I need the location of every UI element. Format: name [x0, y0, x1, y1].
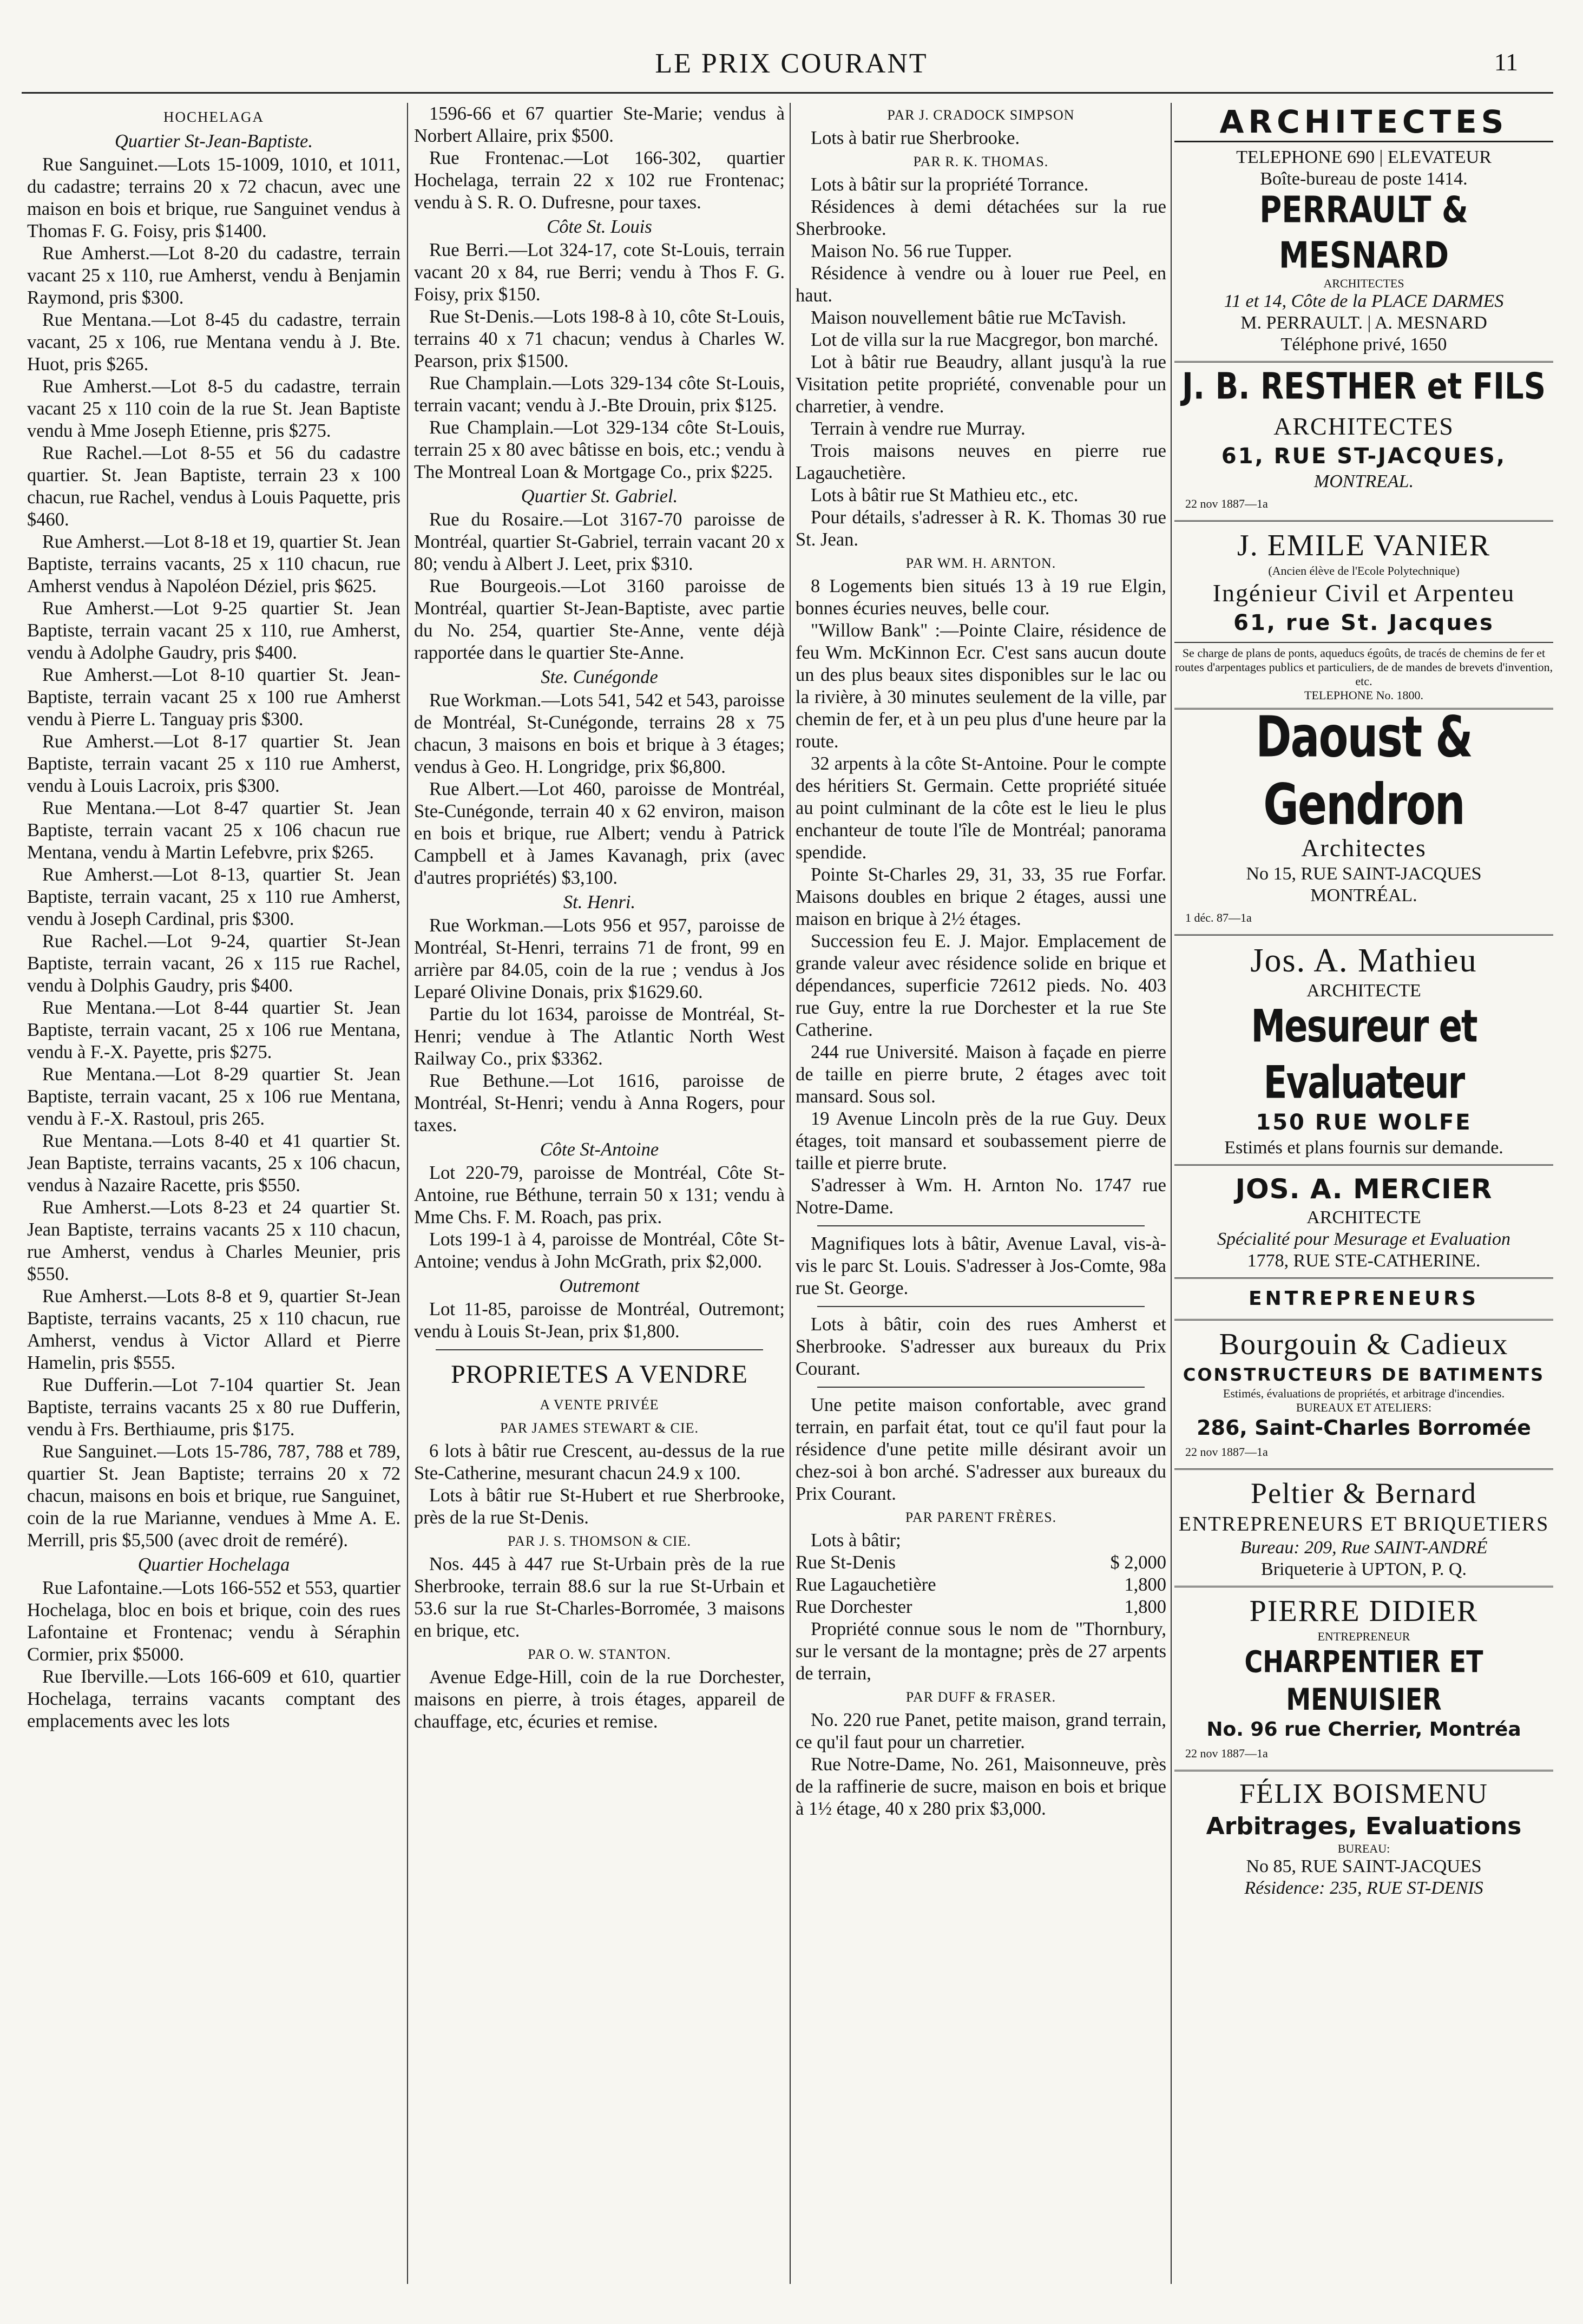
- ad-boismenu-address: No 85, RUE SAINT-JACQUES: [1246, 1856, 1482, 1876]
- ad-vanier-address: 61, rue St. Jacques: [1233, 610, 1494, 635]
- price-row-label: Rue Dorchester: [796, 1597, 912, 1617]
- listing-paragraph: Rue Champlain.—Lots 329-134 côte St-Louis, terrain vacant; vendu à J.-Bte Drouin, prix $125.: [414, 373, 785, 416]
- listing-paragraph: Résidences à demi détachées sur la rue Sherbrooke.: [796, 196, 1166, 239]
- listing-paragraph: Lots à batir rue Sherbrooke.: [811, 128, 1020, 148]
- price-row: [796, 1596, 1166, 1618]
- ad-boismenu-bureau: BUREAU:: [1337, 1842, 1390, 1855]
- listing-paragraph: Rue Mentana.—Lot 8-47 quartier St. Jean Baptiste, terrain vacant 25 x 106 chacun rue Mentana, vendu à Martin Lefebvre, prix $265.: [27, 798, 400, 863]
- price-row-value: $ 2,000: [1110, 1552, 1166, 1573]
- page-number: 11: [1494, 48, 1518, 76]
- listing-paragraph: Lots à bâtir sur la propriété Torrance.: [811, 174, 1089, 195]
- section-divider: [817, 1387, 1145, 1388]
- ad-perrault-title: PERRAULT & MESNARD: [1259, 189, 1468, 277]
- ad-mathieu-subtitle: ARCHITECTE: [1306, 981, 1421, 1001]
- ad-divider: [1174, 934, 1553, 936]
- ad-mercier-title: JOS. A. MERCIER: [1235, 1173, 1493, 1205]
- ad-peltier-subtitle: ENTREPRENEURS ET BRIQUETIERS: [1178, 1513, 1549, 1535]
- ad-mathieu-description: Estimés et plans fournis sur demande.: [1224, 1138, 1503, 1158]
- price-row: [796, 1552, 1166, 1574]
- column-2: [414, 103, 785, 2284]
- ad-bourgouin-date-stamp: 22 nov 1887—1a: [1185, 1445, 1268, 1459]
- ad-didier-title: PIERRE DIDIER: [1249, 1594, 1479, 1628]
- ad-perrault-boite: Boîte-bureau de poste 1414.: [1260, 169, 1468, 189]
- ad-divider: [1174, 1468, 1553, 1470]
- column-divider-2: [790, 103, 791, 2284]
- ad-perrault-phone: Téléphone privé, 1650: [1280, 334, 1447, 354]
- listing-paragraph: Rue Dufferin.—Lot 7-104 quartier St. Jean Baptiste, terrains vacants 25 x 80 rue Dufferin, vendu à Frs. Berthiaume, pris $175.: [27, 1375, 400, 1440]
- ad-perrault-names: M. PERRAULT. | A. MESNARD: [1240, 313, 1487, 333]
- ad-boismenu-residence: Résidence: 235, RUE ST-DENIS: [1244, 1878, 1483, 1898]
- column-1: [27, 103, 400, 2284]
- section-heading-architectes: ARCHITECTES: [1174, 103, 1553, 142]
- listing-paragraph: 32 arpents à la côte St-Antoine. Pour le compte des héritiers St. Germain. Cette propriété située au point culminant de la côte est le lieu le plus enchanteur de toute l'île de Montréal; panorama spendide.: [796, 753, 1166, 863]
- listing-paragraph: Rue Mentana.—Lot 8-45 du cadastre, terrain vacant, 25 x 106, rue Mentana vendu à J. Bte. Huot, pris $265.: [27, 310, 400, 375]
- ad-mathieu-role: Mesureur et Evaluateur: [1251, 1000, 1477, 1110]
- ad-vanier-role: Ingénieur Civil et Arpenteu: [1212, 579, 1515, 607]
- listing-paragraph: Rue Berri.—Lot 324-17, cote St-Louis, terrain vacant 20 x 84, rue Berri; vendu à Thos F. G. Foisy, prix $150.: [414, 240, 785, 305]
- listing-paragraph: Rue du Rosaire.—Lot 3167-70 paroisse de Montréal, quartier St-Gabriel, terrain vacant 20 x 80; vendu à Albert J. Leet, prix $310.: [414, 509, 785, 574]
- listing-paragraph: Rue Mentana.—Lot 8-29 quartier St. Jean Baptiste, terrain vacant, 25 x 106 rue Mentana, vendu à F.-X. Rastoul, pris 265.: [27, 1064, 400, 1129]
- listing-paragraph: Lots à bâtir, coin des rues Amherst et Sherbrooke. S'adresser aux bureaux du Prix Courant.: [796, 1314, 1166, 1379]
- subheading-st-henri: St. Henri.: [563, 892, 636, 912]
- ad-mercier-address: 1778, RUE STE-CATHERINE.: [1247, 1251, 1481, 1271]
- listing-paragraph: Lot à bâtir rue Beaudry, allant jusqu'à la rue Visitation petite propriété, convenable pour un charretier, à vendre.: [796, 352, 1166, 417]
- agent-heading-simpson: PAR J. CRADOCK SIMPSON: [887, 107, 1075, 123]
- listing-paragraph: Propriété connue sous le nom de "Thornbury, sur le versant de la montagne; près de 27 arpents de terrain,: [796, 1619, 1166, 1684]
- price-row-label: Rue St-Denis: [796, 1552, 896, 1573]
- listing-paragraph: Rue Notre-Dame, No. 261, Maisonneuve, près de la raffinerie de sucre, maison en bois et brique à 1½ étage, 40 x 280 prix $3,000.: [796, 1754, 1166, 1819]
- listing-paragraph: Rue Amherst.—Lot 8-17 quartier St. Jean Baptiste, terrain vacant 25 x 110 rue Amherst, vendu à Louis Lacroix, pris $300.: [27, 731, 400, 796]
- agent-heading-duff: PAR DUFF & FRASER.: [905, 1689, 1056, 1705]
- listing-paragraph: "Willow Bank" :—Pointe Claire, résidence de feu Wm. McKinnon Ecr. C'est sans aucun doute un des plus beaux sites disponibles sur le lac ou la rivière, à 30 minutes seulement de la ville, par chemin de fer, et à un peu plus d'une heure par la route.: [796, 620, 1166, 752]
- price-row-value: 1,800: [1124, 1574, 1166, 1595]
- agent-heading-thomson: PAR J. S. THOMSON & CIE.: [508, 1533, 691, 1549]
- listing-paragraph: Magnifiques lots à bâtir, Avenue Laval, vis-à-vis le parc St. Louis. S'adresser à Jos-Comte, 98a rue St. George.: [796, 1233, 1166, 1298]
- ad-bourgouin-address: 286, Saint-Charles Borromée: [1197, 1416, 1531, 1440]
- ad-daoust-title: Daoust & Gendron: [1256, 704, 1472, 838]
- agent-heading-arnton: PAR WM. H. ARNTON.: [905, 555, 1056, 571]
- subheading-cote-st-antoine: Côte St-Antoine: [540, 1139, 659, 1160]
- listing-paragraph: Rue Amherst.—Lot 8-10 quartier St. Jean-Baptiste, terrain vacant 25 x 100 rue Amherst vendu à Pierre L. Tanguay pris $300.: [27, 665, 400, 730]
- ad-divider: [1174, 1770, 1553, 1771]
- listing-paragraph: Rue Mentana.—Lot 8-44 quartier St. Jean Baptiste, terrain vacant, 25 x 106 rue Mentana, vendu à F.-X. Payette, pris $275.: [27, 997, 400, 1062]
- listing-paragraph: Lot 220-79, paroisse de Montréal, Côte St-Antoine, rue Béthune, terrain 50 x 131; vendu à Mme Chs. F. M. Roach, pas prix.: [414, 1163, 785, 1227]
- listing-paragraph: 19 Avenue Lincoln près de la rue Guy. Deux étages, toit mansard et soubassement pierre de taille et pierre brute.: [796, 1108, 1166, 1173]
- ad-vanier-subtitle: (Ancien élève de l'Ecole Polytechnique): [1268, 564, 1460, 577]
- subheading-outremont: Outremont: [559, 1276, 640, 1296]
- ad-perrault-address: 11 et 14, Côte de la PLACE DARMES: [1224, 291, 1504, 311]
- subheading-cote-st-louis: Côte St. Louis: [547, 216, 652, 237]
- page-header: [0, 48, 1583, 86]
- section-divider: [817, 1306, 1145, 1307]
- listing-paragraph: Rue Bethune.—Lot 1616, paroisse de Montréal, St-Henri; vendu à Anna Rogers, pour taxes.: [414, 1071, 785, 1135]
- subheading-st-jean-baptiste: Quartier St-Jean-Baptiste.: [114, 131, 313, 152]
- ad-perrault-telephone: TELEPHONE 690 | ELEVATEUR: [1236, 147, 1492, 167]
- listing-paragraph: Rue Workman.—Lots 956 et 957, paroisse de Montréal, St-Henri, terrains 71 de front, 99 en arrière par 84.05, coin de la rue ; vendus à Jos Leparé Olivine Donais, prix $1629.60.: [414, 915, 785, 1002]
- header-rule: [22, 92, 1553, 94]
- listing-paragraph: Rue Bourgeois.—Lot 3160 paroisse de Montréal, quartier St-Jean-Baptiste, avec partie du No. 254, quartier Ste-Anne, vente déjà rapportée dans le quartier Ste-Anne.: [414, 576, 785, 663]
- ad-didier-address: No. 96 rue Cherrier, Montréa: [1206, 1718, 1521, 1741]
- subheading-ste-cunegonde: Ste. Cunégonde: [541, 667, 658, 687]
- ad-boismenu-title: FÉLIX BOISMENU: [1239, 1778, 1488, 1809]
- listing-paragraph: Trois maisons neuves en pierre rue Lagauchetière.: [796, 441, 1166, 483]
- listing-paragraph: 8 Logements bien situés 13 à 19 rue Elgin, bonnes écuries neuves, belle cour.: [796, 576, 1166, 619]
- ad-mathieu-address: 150 RUE WOLFE: [1256, 1110, 1472, 1135]
- listing-paragraph: Lots à bâtir rue St Mathieu etc., etc.: [811, 485, 1079, 505]
- section-divider: [817, 1225, 1145, 1226]
- listing-paragraph: 1596-66 et 67 quartier Ste-Marie; vendus à Norbert Allaire, prix $500.: [414, 103, 785, 146]
- listing-paragraph: Lot de villa sur la rue Macgregor, bon marché.: [811, 330, 1159, 350]
- listing-paragraph: S'adresser à Wm. H. Arnton No. 1747 rue Notre-Dame.: [796, 1175, 1166, 1218]
- ad-divider: [1174, 520, 1553, 522]
- ad-vanier-title: J. EMILE VANIER: [1237, 529, 1491, 562]
- heading-proprietes-a-vendre: PROPRIETES A VENDRE: [451, 1360, 748, 1389]
- ad-resther-title: J. B. RESTHER et FILS: [1181, 365, 1546, 408]
- ad-peltier-title: Peltier & Bernard: [1251, 1477, 1477, 1509]
- ad-divider: [1174, 1277, 1553, 1279]
- listing-paragraph: Lot 11-85, paroisse de Montréal, Outremont; vendu à Louis St-Jean, prix $1,800.: [414, 1299, 785, 1342]
- listing-paragraph: Rue Amherst.—Lot 8-5 du cadastre, terrain vacant 25 x 110 coin de la rue St. Jean Baptiste vendu à Mme Joseph Etienne, pris $275.: [27, 376, 400, 441]
- listing-paragraph: Rue Amherst.—Lot 8-20 du cadastre, terrain vacant 25 x 110, rue Amherst, vendu à Benjamin Raymond, pris $300.: [27, 243, 400, 308]
- listing-paragraph: Succession feu E. J. Major. Emplacement de grande valeur avec résidence solide en brique et dépendances, superficie 72612 pieds. No. 403 rue Guy, entre la rue Dorchester et la rue Ste Catherine.: [796, 931, 1166, 1040]
- subheading-quartier-hochelaga: Quartier Hochelaga: [137, 1554, 290, 1575]
- listing-paragraph: Lots à bâtir;: [811, 1530, 901, 1551]
- section-heading-entrepreneurs: ENTREPRENEURS: [1249, 1288, 1479, 1310]
- listing-paragraph: Maison No. 56 rue Tupper.: [811, 241, 1012, 261]
- listing-paragraph: Rue Rachel.—Lot 9-24, quartier St-Jean Baptiste, terrain vacant, 26 x 115 rue Rachel, vendu à Dolphis Gaudry, pris $400.: [27, 931, 400, 996]
- ad-divider: [1174, 1164, 1553, 1166]
- listing-paragraph: Rue Sanguinet.—Lots 15-1009, 1010, et 1011, du cadastre; terrains 20 x 72 chacun, avec une maison en bois et brique, rue Sanguinet vendus à Thomas F. G. Foisy, pris $1400.: [27, 154, 400, 241]
- listing-paragraph: Rue Rachel.—Lot 8-55 et 56 du cadastre quartier. St. Jean Baptiste, terrain 23 x 100 chacun, rue Rachel, vendus à Louis Paquette, pris $460.: [27, 443, 400, 530]
- ad-didier-subtitle: ENTREPRENEUR: [1317, 1630, 1410, 1643]
- heading-vente-privee: A VENTE PRIVÉE: [540, 1397, 659, 1413]
- listing-paragraph: Rue Amherst.—Lot 8-18 et 19, quartier St. Jean Baptiste, terrains vacants, 25 x 110 chacun, rue Amherst vendus à Napoléon Déziel, pris $625.: [27, 531, 400, 596]
- listing-paragraph: Rue Champlain.—Lot 329-134 côte St-Louis, terrain 25 x 80 avec bâtisse en bois, etc.; vendu à The Montreal Loan & Mortgage Co., prix $225.: [414, 417, 785, 482]
- listing-paragraph: Rue Amherst.—Lots 8-8 et 9, quartier St-Jean Baptiste, terrains vacants, 25 x 110 chacun, rue Amherst, vendus à Victor Allard et Pierre Hamelin, pris $555.: [27, 1286, 400, 1373]
- listing-paragraph: No. 220 rue Panet, petite maison, grand terrain, ce qu'il faut pour un charretier.: [796, 1710, 1166, 1752]
- listing-paragraph: Rue Frontenac.—Lot 166-302, quartier Hochelaga, terrain 22 x 102 rue Frontenac; vendu à S. R. O. Dufresne, pour taxes.: [414, 148, 785, 213]
- ad-mercier-subtitle: ARCHITECTE: [1306, 1207, 1421, 1227]
- ad-perrault-subtitle: ARCHITECTES: [1323, 277, 1404, 290]
- listing-paragraph: Rue Lafontaine.—Lots 166-552 et 553, quartier Hochelaga, bloc en bois et brique, coin des rues Lafontaine et Frontenac; vendu à Séraphin Cormier, prix $5000.: [27, 1578, 400, 1665]
- ad-peltier-bureau: Bureau: 209, Rue SAINT-ANDRÉ: [1240, 1538, 1488, 1558]
- listing-paragraph: Maison nouvellement bâtie rue McTavish.: [811, 307, 1126, 328]
- listing-paragraph: Une petite maison confortable, avec grand terrain, en parfait état, tout ce qu'il faut pour la résidence d'une petite mille désirant avoir un chez-soi à bon arché. S'adresser aux bureaux du Prix Courant.: [796, 1395, 1166, 1504]
- subheading-st-gabriel: Quartier St. Gabriel.: [521, 486, 678, 507]
- listing-paragraph: Résidence à vendre ou à louer rue Peel, en haut.: [796, 263, 1166, 306]
- listing-paragraph: Nos. 445 à 447 rue St-Urbain près de la rue Sherbrooke, terrain 88.6 sur la rue St-Urbain et 53.6 sur la rue St-Charles-Borromée, 3 maisons en brique, etc.: [414, 1554, 785, 1641]
- listing-paragraph: Lots à bâtir rue St-Hubert et rue Sherbrooke, près de la rue St-Denis.: [414, 1485, 785, 1528]
- ad-bourgouin-subtitle: CONSTRUCTEURS DE BATIMENTS: [1183, 1364, 1545, 1385]
- ad-resther-city: MONTREAL.: [1313, 471, 1414, 491]
- ad-vanier-telephone: TELEPHONE No. 1800.: [1304, 688, 1423, 702]
- ad-bourgouin-title: Bourgouin & Cadieux: [1219, 1328, 1509, 1361]
- agent-heading-thomas: PAR R. K. THOMAS.: [913, 154, 1049, 169]
- listing-paragraph: Rue Iberville.—Lots 166-609 et 610, quartier Hochelaga, terrains vacants comptant des emplacements avec les lots: [27, 1666, 400, 1731]
- ad-daoust-subtitle: Architectes: [1301, 834, 1427, 862]
- ad-peltier-briqueterie: Briqueterie à UPTON, P. Q.: [1261, 1559, 1467, 1579]
- listing-paragraph: Pointe St-Charles 29, 31, 33, 35 rue Forfar. Maisons doubles en brique 2 étages, aussi une maison en brique à 2½ étages.: [796, 864, 1166, 929]
- ad-bourgouin-description: Estimés, évaluations de propriétés, et arbitrage d'incendies.: [1223, 1387, 1505, 1400]
- ad-bourgouin-bureaux: BUREAUX ET ATELIERS:: [1296, 1401, 1432, 1414]
- column-4-advertisements: [1174, 103, 1553, 2284]
- ad-vanier-description: Se charge de plans de ponts, aqueducs égoûts, de tracés de chemins de fer et routes d'arpentages publics et particuliers, de de mandes de brevets d'invention, etc.: [1174, 642, 1553, 688]
- listing-paragraph: Avenue Edge-Hill, coin de la rue Dorchester, maisons en pierre, à trois étages, appareil de chauffage, etc, écuries et remise.: [414, 1667, 785, 1732]
- listing-paragraph: Rue Workman.—Lots 541, 542 et 543, paroisse de Montréal, St-Cunégonde, terrains 28 x 75 chacun, 3 maisons en bois et brique à 3 étages; vendus à Geo. H. Longridge, prix $6,800.: [414, 690, 785, 777]
- listing-paragraph: Partie du lot 1634, paroisse de Montréal, St-Henri; vendue à The Atlantic North West Railway Co., prix $3362.: [414, 1004, 785, 1069]
- ad-didier-date-stamp: 22 nov 1887—1a: [1185, 1747, 1268, 1760]
- listing-paragraph: Rue St-Denis.—Lots 198-8 à 10, côte St-Louis, terrains 40 x 71 chacun; vendus à Charles W. Pearson, prix $1500.: [414, 306, 785, 371]
- ad-resther-date-stamp: 22 nov 1887—1a: [1185, 497, 1268, 510]
- price-row-label: Rue Lagauchetière: [796, 1574, 936, 1595]
- ad-divider: [1174, 361, 1553, 363]
- ad-daoust-city: MONTRÉAL.: [1310, 885, 1417, 905]
- ad-divider: [1174, 1586, 1553, 1587]
- listing-paragraph: Pour détails, s'adresser à R. K. Thomas 30 rue St. Jean.: [796, 507, 1166, 550]
- section-divider: [436, 1349, 763, 1350]
- ad-daoust-address: No 15, RUE SAINT-JACQUES: [1246, 864, 1482, 884]
- masthead-title: LE PRIX COURANT: [655, 48, 928, 79]
- listing-paragraph: 6 lots à bâtir rue Crescent, au-dessus de la rue Ste-Catherine, mesurant chacun 24.9 x 100.: [414, 1441, 785, 1483]
- section-heading-hochelaga: HOCHELAGA: [163, 109, 264, 125]
- listing-paragraph: Lots 199-1 à 4, paroisse de Montréal, Côte St-Antoine; vendus à John McGrath, prix $2,000.: [414, 1229, 785, 1272]
- listing-paragraph: Rue Mentana.—Lots 8-40 et 41 quartier St. Jean Baptiste, terrains vacants, 25 x 106 chacun, vendus à Nazaire Racette, pris $550.: [27, 1131, 400, 1196]
- listing-paragraph: Rue Amherst.—Lots 8-23 et 24 quartier St. Jean Baptiste, terrains vacants 25 x 110 chacun, rue Amherst, vendus à Charles Meunier, pris $550.: [27, 1197, 400, 1284]
- agent-heading-stanton: PAR O. W. STANTON.: [528, 1646, 671, 1662]
- price-row-value: 1,800: [1124, 1597, 1166, 1617]
- ad-resther-address: 61, RUE ST-JACQUES,: [1221, 444, 1507, 469]
- ad-resther-subtitle: ARCHITECTES: [1273, 412, 1454, 440]
- agent-heading-stewart: PAR JAMES STEWART & CIE.: [500, 1420, 699, 1436]
- listing-paragraph: 244 rue Université. Maison à façade en pierre de taille en pierre brute, 2 étages avec toit mansard. Sous sol.: [796, 1042, 1166, 1107]
- agent-heading-parent: PAR PARENT FRÈRES.: [905, 1509, 1057, 1525]
- ad-boismenu-role: Arbitrages, Evaluations: [1206, 1813, 1522, 1840]
- listing-paragraph: Rue Amherst.—Lot 8-13, quartier St. Jean Baptiste, terrain vacant, 25 x 110 rue Amherst, vendu à Joseph Cardinal, pris $300.: [27, 864, 400, 929]
- ad-didier-role: CHARPENTIER ET MENUISIER: [1244, 1644, 1483, 1717]
- column-3: [796, 103, 1166, 2284]
- listing-paragraph: Rue Albert.—Lot 460, paroisse de Montréal, Ste-Cunégonde, terrain 40 x 62 environ, maison en bois et brique, rue Albert; vendu à Patrick Campbell et à James Kavanagh, prix (avec d'autres propriétés) $3,100.: [414, 779, 785, 888]
- listing-paragraph: Terrain à vendre rue Murray.: [811, 418, 1026, 439]
- price-row: [796, 1574, 1166, 1596]
- column-divider-3: [1171, 103, 1172, 2284]
- ad-mercier-description: Spécialité pour Mesurage et Evaluation: [1217, 1229, 1510, 1249]
- listing-paragraph: Rue Amherst.—Lot 9-25 quartier St. Jean Baptiste, terrain vacant 25 x 110, rue Amherst, vendu à Adolphe Gaudry, pris $400.: [27, 598, 400, 663]
- column-divider-1: [407, 103, 408, 2284]
- ad-daoust-date-stamp: 1 déc. 87—1a: [1185, 911, 1252, 924]
- ad-divider: [1174, 1319, 1553, 1321]
- ad-mathieu-title: Jos. A. Mathieu: [1250, 942, 1477, 979]
- listing-paragraph: Rue Sanguinet.—Lots 15-786, 787, 788 et 789, quartier St. Jean Baptiste; terrains 20 x 72 chacun, maisons en bois et brique, rue Sanguinet, coin de la rue Marianne, vendues à Mme A. E. Merrill, pris $5,500 (avec droit de reméré).: [27, 1441, 400, 1551]
